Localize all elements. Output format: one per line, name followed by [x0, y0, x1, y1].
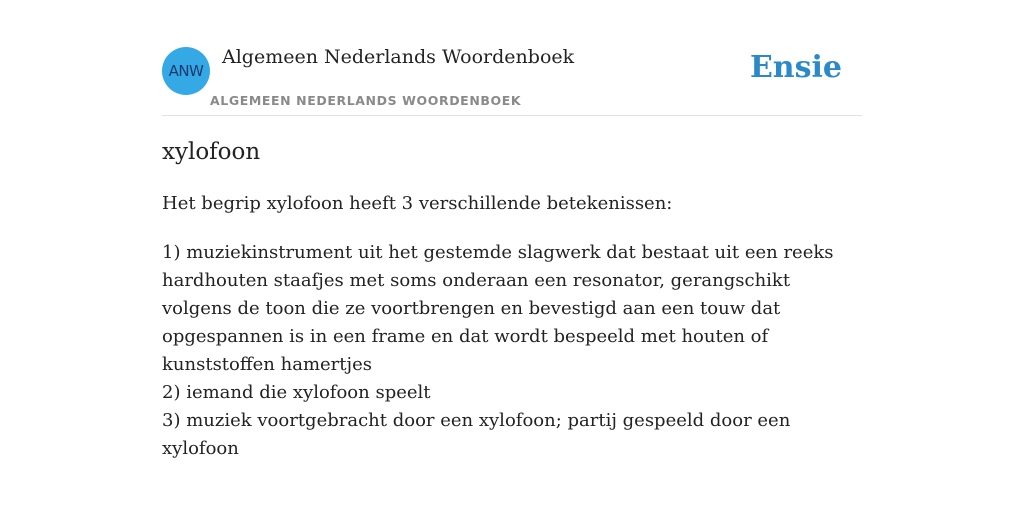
- anw-logo[interactable]: ANW: [162, 47, 210, 95]
- page-header: [162, 40, 862, 116]
- site-title[interactable]: Algemeen Nederlands Woordenboek: [222, 46, 575, 68]
- definition-item: 2) iemand die xylofoon speelt: [162, 382, 431, 403]
- definition-item: 3) muziek voortgebracht door een xylofoon; partij gespeeld door een xylofoon: [162, 410, 791, 459]
- site-subtitle: ALGEMEEN NEDERLANDS WOORDENBOEK: [210, 93, 522, 108]
- definition-item: 1) muziekinstrument uit het gestemde slagwerk dat bestaat uit een reeks hardhouten staafjes met soms onderaan een resonator, gerangschikt volgens de toon die ze voortbrengen en bevestigd aan een touw dat opgespannen is in een frame en dat wordt bespeeld met houten of kunststoffen hamertjes: [162, 242, 834, 375]
- entry-headword: xylofoon: [162, 139, 261, 165]
- ensie-logo[interactable]: Ensie: [749, 50, 842, 85]
- entry-intro: Het begrip xylofoon heeft 3 verschillende betekenissen:: [162, 193, 673, 214]
- definition-list: [162, 239, 862, 463]
